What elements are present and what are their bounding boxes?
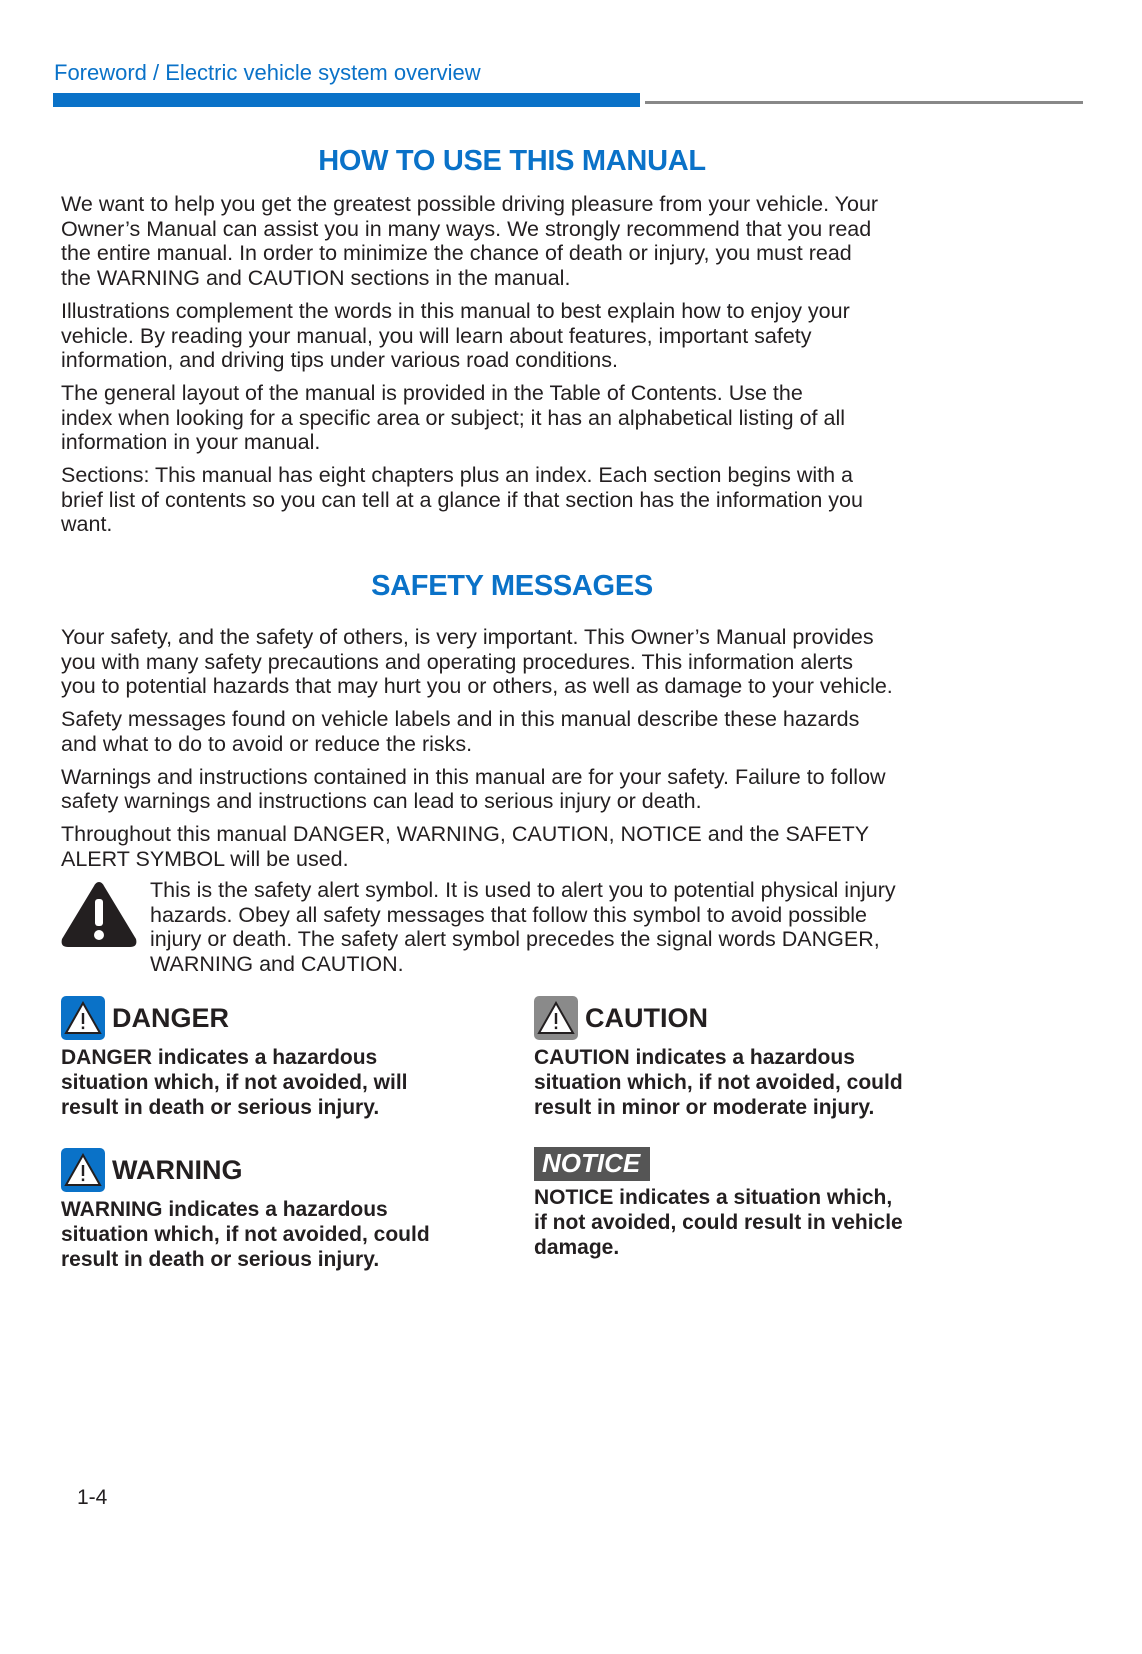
text-line: result in death or serious injury. <box>61 1096 380 1119</box>
safety-alert-symbol-icon <box>60 879 138 949</box>
text-line: situation which, if not avoided, could <box>61 1223 430 1246</box>
text-line: damage. <box>534 1236 620 1259</box>
text-line: This is the safety alert symbol. It is used to alert you to potential physical injury <box>150 878 896 902</box>
header-rule <box>645 101 1083 104</box>
text-line: ALERT SYMBOL will be used. <box>61 846 349 871</box>
paragraph <box>61 299 850 373</box>
paragraph <box>61 765 886 814</box>
page-number: 1-4 <box>77 1486 108 1509</box>
caution-description <box>534 1045 954 1120</box>
text-line: Sections: This manual has eight chapters plus an index. Each section begins with a <box>61 463 853 487</box>
warning-title: WARNING <box>112 1154 243 1185</box>
caution-triangle-icon <box>534 996 578 1040</box>
text-line: want. <box>61 512 113 537</box>
text-line: situation which, if not avoided, will <box>61 1071 408 1094</box>
warning-block <box>61 1148 481 1272</box>
danger-description <box>61 1045 481 1120</box>
text-line: result in death or serious injury. <box>61 1248 380 1271</box>
text-line: information, and driving tips under various road conditions. <box>61 348 618 373</box>
text-line: Warnings and instructions contained in this manual are for your safety. Failure to follow <box>61 764 886 789</box>
text-line: Throughout this manual DANGER, WARNING, CAUTION, NOTICE and the SAFETY <box>61 821 870 846</box>
text-line: Your safety, and the safety of others, is very important. This Owner’s Manual provides <box>61 625 874 649</box>
section-title-how-to-use: HOW TO USE THIS MANUAL <box>318 145 706 177</box>
paragraph <box>61 463 863 537</box>
text-line: safety warnings and instructions can lead to serious injury or death. <box>61 789 702 814</box>
text-line: index when looking for a specific area or subject; it has an alphabetical listing of all <box>61 405 846 430</box>
text-line: injury or death. The safety alert symbol precedes the signal words DANGER, <box>150 927 880 952</box>
text-line: the WARNING and CAUTION sections in the manual. <box>61 266 571 291</box>
text-line: CAUTION indicates a hazardous <box>534 1046 855 1069</box>
text-line: We want to help you get the greatest possible driving pleasure from your vehicle. Your <box>61 192 879 216</box>
text-line: you to potential hazards that may hurt you or others, as well as damage to your vehicle. <box>61 674 893 699</box>
text-line: Illustrations complement the words in this manual to best explain how to enjoy your <box>61 298 850 323</box>
header-accent-bar <box>53 93 640 107</box>
text-line: result in minor or moderate injury. <box>534 1096 875 1119</box>
warning-triangle-icon <box>61 1148 105 1192</box>
warning-description <box>61 1197 481 1272</box>
text-line: you with many safety precautions and operating procedures. This information alerts <box>61 649 853 674</box>
text-line: if not avoided, could result in vehicle <box>534 1211 903 1234</box>
notice-label: NOTICE <box>534 1147 650 1181</box>
text-line: brief list of contents so you can tell at a glance if that section has the information you <box>61 487 863 512</box>
danger-title: DANGER <box>112 1002 230 1033</box>
danger-block <box>61 996 481 1120</box>
section-title-safety-messages: SAFETY MESSAGES <box>371 570 653 602</box>
paragraph <box>61 381 845 455</box>
safety-alert-description <box>150 878 896 977</box>
text-line: WARNING indicates a hazardous <box>61 1198 388 1221</box>
text-line: the entire manual. In order to minimize the chance of death or injury, you must read <box>61 241 852 266</box>
text-line: DANGER indicates a hazardous <box>61 1046 378 1069</box>
notice-block <box>534 1147 954 1260</box>
text-line: hazards. Obey all safety messages that follow this symbol to avoid possible <box>150 902 868 927</box>
paragraph <box>61 625 893 699</box>
notice-description <box>534 1185 954 1260</box>
danger-warning-triangle-icon <box>61 996 105 1040</box>
caution-block <box>534 996 954 1120</box>
text-line: NOTICE indicates a situation which, <box>534 1186 893 1209</box>
breadcrumb: Foreword / Electric vehicle system overview <box>54 60 481 85</box>
paragraph <box>61 192 878 291</box>
text-line: The general layout of the manual is provided in the Table of Contents. Use the <box>61 380 803 405</box>
paragraph <box>61 707 859 756</box>
text-line: information in your manual. <box>61 430 321 455</box>
text-line: WARNING and CAUTION. <box>150 952 404 977</box>
caution-title: CAUTION <box>585 1002 708 1033</box>
text-line: situation which, if not avoided, could <box>534 1071 903 1094</box>
text-line: Owner’s Manual can assist you in many ways. We strongly recommend that you read <box>61 216 872 241</box>
text-line: Safety messages found on vehicle labels and in this manual describe these hazards <box>61 707 860 732</box>
text-line: vehicle. By reading your manual, you will learn about features, important safety <box>61 323 812 348</box>
paragraph <box>61 822 869 871</box>
text-line: and what to do to avoid or reduce the risks. <box>61 731 473 756</box>
